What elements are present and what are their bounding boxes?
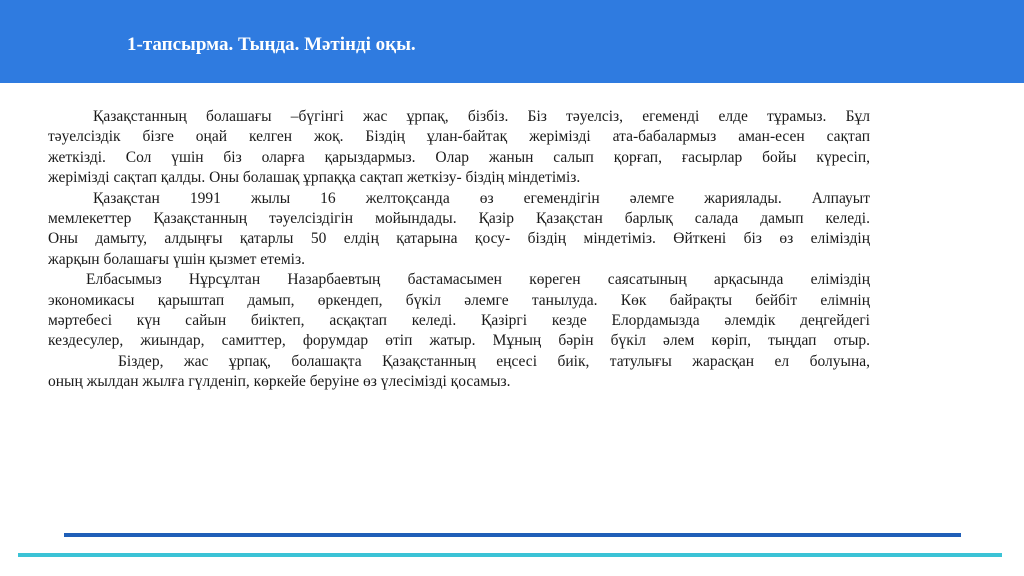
text-line: кездесулер, жиындар, самиттер, форумдар өтіп жатыр. Мұның бәрін бүкіл әлем көріп, тыңдап отыр. [48, 332, 870, 350]
text-line: жерімізді сақтап қалды. Оны болашақ ұрпаққа сақтап жеткізу- біздің міндетіміз. [48, 169, 581, 187]
text-line: Оны дамыту, алдыңғы қатарлы 50 елдің қатарына қосу- біздің міндетіміз. Өйткені біз өз еліміздің [48, 230, 870, 248]
text-line: оның жылдан жылға гүлденіп, көркейе беруіне өз үлесімізді қосамыз. [48, 373, 511, 391]
text-line: Біздер, жас ұрпақ, болашақта Қазақстанның еңсесі биік, татулығы жарасқан ел болуына, [118, 352, 870, 370]
footer-rule-dark [64, 533, 961, 537]
text-line: тәуелсіздік бізге оңай келген жоқ. Біздің ұлан-байтақ жерімізді ата-бабалармыз аман-есен сақтап [48, 128, 870, 146]
footer-rule-light [18, 553, 1002, 557]
text-line: Қазақстан 1991 жылы 16 желтоқсанда өз егемендігін әлемге жариялады. Алпауыт [93, 189, 870, 207]
reading-text [48, 107, 870, 392]
text-line: жеткізді. Сол үшін біз оларға қарыздармыз. Олар жанын салып қорғап, ғасырлар бойы күресіп, [48, 148, 870, 166]
text-line: мемлекеттер Қазақстанның тәуелсіздігін мойындады. Қазір Қазақстан барлық салада дамып келеді. [48, 209, 870, 227]
text-line: экономикасы қарыштап дамып, өркендеп, бүкіл әлемге танылуда. Көк байрақты бейбіт елімнің [48, 291, 870, 309]
text-line: Елбасымыз Нұрсұлтан Назарбаевтың бастамасымен көреген саясатының арқасында еліміздің [86, 271, 870, 289]
text-line: мәртебесі күн сайын биіктеп, асқақтап келеді. Қазіргі кезде Елордамызда әлемдік деңгейдегі [48, 311, 870, 329]
slide-title: 1-тапсырма. Тыңда. Мәтінді оқы. [127, 34, 416, 55]
text-line: Қазақстанның болашағы –бүгінгі жас ұрпақ, бізбіз. Біз тәуелсіз, егеменді елде тұрамыз. Бұл [93, 108, 870, 125]
text-line: жарқын болашағы үшін қызмет етеміз. [48, 250, 305, 268]
